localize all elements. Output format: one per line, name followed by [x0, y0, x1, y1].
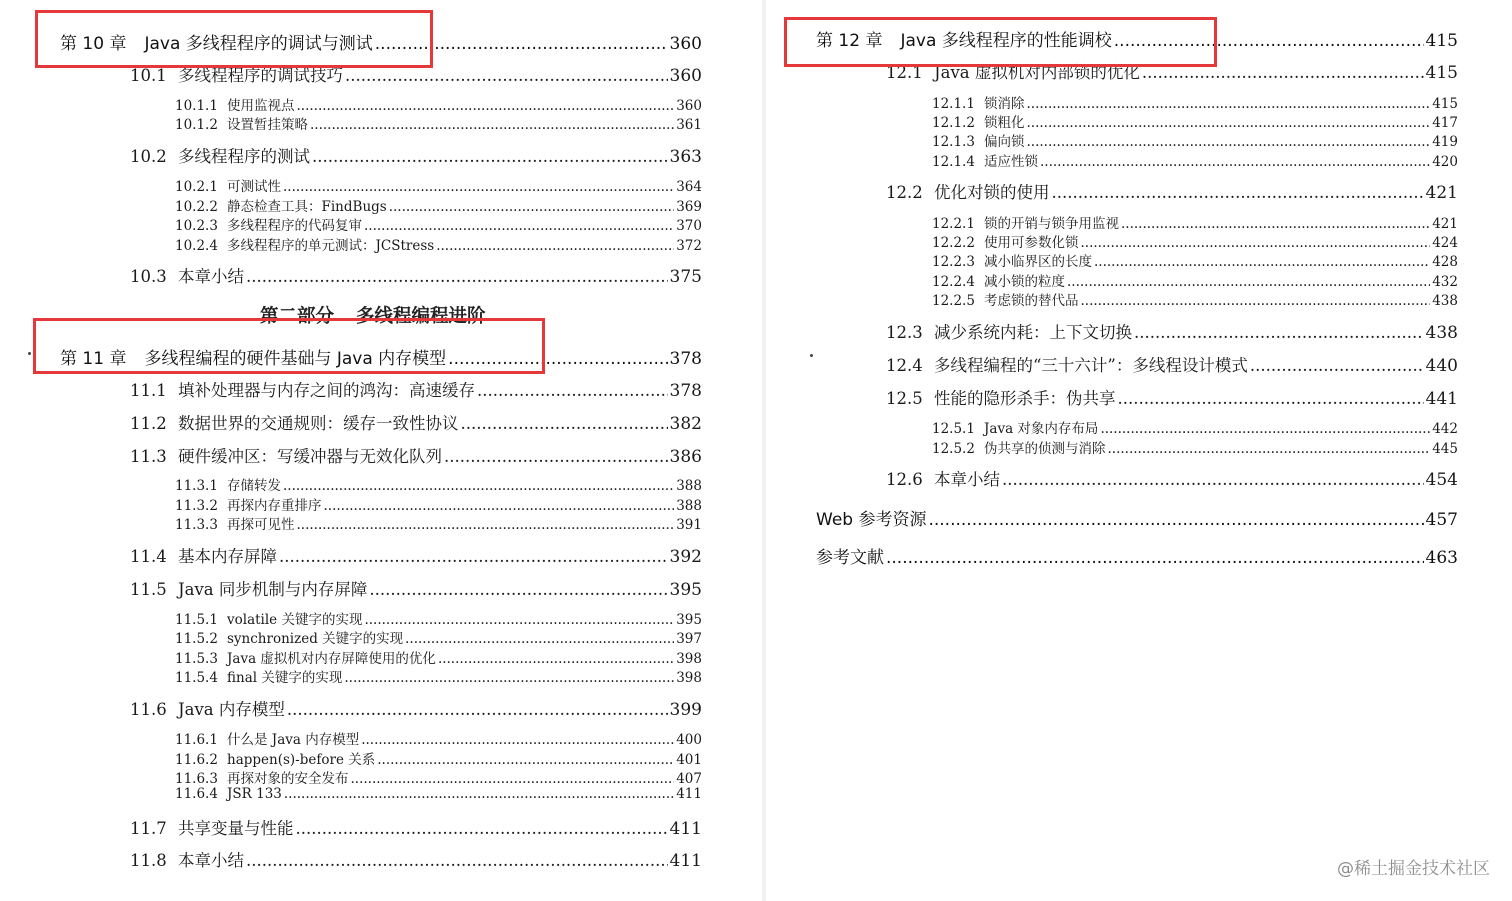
subsection-number: 12.1.2 — [932, 115, 975, 131]
page-number: 401 — [676, 752, 702, 768]
leader-dots — [1134, 323, 1424, 342]
leader-dots — [444, 447, 668, 466]
page-number: 428 — [1432, 254, 1458, 270]
leader-dots — [364, 218, 674, 234]
toc-chapter-12 — [816, 26, 1458, 51]
section-number: 12.4 — [886, 356, 923, 375]
section-title: 本章小结 — [178, 851, 244, 870]
subsection-number: 11.6.3 — [175, 771, 218, 787]
leader-dots — [310, 117, 674, 133]
leader-dots — [1027, 96, 1431, 112]
leader-dots — [324, 498, 675, 514]
section-number: 11.1 — [130, 381, 167, 400]
page-number: 370 — [676, 218, 702, 234]
subsection-number: 10.2.1 — [175, 179, 218, 195]
leader-dots — [448, 349, 667, 369]
section-title: Java 虚拟机对内部锁的优化 — [934, 63, 1140, 82]
page-number: 407 — [676, 771, 702, 787]
leader-dots — [1052, 183, 1424, 202]
toc-subsection — [175, 647, 702, 667]
toc-section — [130, 576, 702, 600]
subsection-number: 12.2.5 — [932, 293, 975, 309]
page-number: 397 — [676, 631, 702, 647]
toc-chapter-11 — [60, 344, 702, 369]
leader-dots — [1081, 293, 1431, 309]
section-number: 12.6 — [886, 470, 923, 489]
toc-section — [130, 696, 702, 720]
toc-section — [886, 385, 1458, 409]
leader-dots — [296, 819, 668, 838]
subsection-title: 锁消除 — [984, 96, 1025, 112]
subsection-number: 10.1.2 — [175, 117, 218, 133]
chapter-number: 第 12 章 — [816, 31, 883, 51]
section-title: 数据世界的交通规则：缓存一致性协议 — [178, 414, 459, 433]
toc-subsection — [175, 608, 702, 628]
leader-dots — [1081, 235, 1431, 251]
toc-subsection — [932, 130, 1458, 150]
page-number: 398 — [676, 651, 702, 667]
toc-section — [130, 815, 702, 839]
subsection-number: 11.5.3 — [175, 651, 218, 667]
subsection-title: 静态检查工具：FindBugs — [227, 199, 387, 215]
leader-dots — [436, 238, 674, 254]
toc-section — [130, 263, 702, 287]
leader-dots — [345, 66, 668, 85]
leader-dots — [1100, 421, 1430, 437]
page-number: 391 — [676, 517, 702, 533]
page-number: 415 — [1432, 96, 1458, 112]
chapter-title: Java 多线程程序的性能调校 — [900, 31, 1112, 51]
toc-subsection — [932, 231, 1458, 251]
chapter-title: 参考文献 — [816, 548, 884, 568]
page-number: 388 — [676, 498, 702, 514]
toc-section — [130, 543, 702, 567]
page-number: 442 — [1432, 421, 1458, 437]
toc-subsection — [175, 513, 702, 533]
leader-dots — [1040, 154, 1430, 170]
page-number: 421 — [1425, 183, 1458, 203]
page-number: 378 — [669, 381, 702, 401]
subsection-number: 12.5.1 — [932, 421, 975, 437]
toc-subsection — [175, 627, 702, 647]
page-number: 419 — [1432, 134, 1458, 150]
toc-subsection — [932, 212, 1458, 232]
scan-speck — [28, 352, 31, 355]
page-number: 420 — [1432, 154, 1458, 170]
page-number: 363 — [669, 147, 702, 167]
leader-dots — [246, 267, 668, 286]
leader-dots — [886, 548, 1424, 568]
section-title: 基本内存屏障 — [178, 547, 277, 566]
page-number: 361 — [676, 117, 702, 133]
toc-subsection — [175, 748, 702, 768]
subsection-title: volatile 关键字的实现 — [227, 612, 363, 628]
section-number: 11.7 — [130, 819, 167, 838]
section-title: 多线程程序的调试技巧 — [178, 66, 343, 85]
toc-section — [886, 352, 1458, 376]
leader-dots — [1108, 441, 1431, 457]
toc-subsection — [932, 250, 1458, 270]
subsection-title: 偏向锁 — [984, 134, 1025, 150]
subsection-number: 12.2.3 — [932, 254, 975, 270]
page-number: 375 — [669, 267, 702, 287]
leader-dots — [375, 34, 668, 54]
toc-section — [886, 179, 1458, 203]
subsection-number: 11.5.2 — [175, 631, 218, 647]
leader-dots — [246, 851, 668, 870]
subsection-number: 12.1.3 — [932, 134, 975, 150]
chapter-number: 第 10 章 — [60, 34, 127, 54]
toc-subsection — [175, 767, 702, 787]
leader-dots — [1027, 134, 1431, 150]
leader-dots — [1067, 274, 1430, 290]
page-number: 395 — [676, 612, 702, 628]
section-number: 11.5 — [130, 580, 167, 599]
leader-dots — [297, 98, 675, 114]
section-number: 11.8 — [130, 851, 167, 870]
subsection-number: 11.6.2 — [175, 752, 218, 768]
page-number: 440 — [1425, 356, 1458, 376]
leader-dots — [1118, 389, 1424, 408]
toc-section — [886, 319, 1458, 343]
toc-subsection — [932, 289, 1458, 309]
subsection-number: 11.3.1 — [175, 478, 218, 494]
leader-dots — [405, 631, 674, 647]
leader-dots — [284, 786, 674, 802]
toc-subsection — [932, 417, 1458, 437]
leader-dots — [1094, 254, 1430, 270]
leader-dots — [1114, 31, 1424, 51]
subsection-number: 12.2.2 — [932, 235, 975, 251]
page-number: 432 — [1432, 274, 1458, 290]
chapter-title: 多线程编程的硬件基础与 Java 内存模型 — [144, 349, 447, 369]
toc-section — [130, 410, 702, 434]
leader-dots — [1142, 63, 1424, 82]
section-number: 11.4 — [130, 547, 167, 566]
subsection-number: 12.1.1 — [932, 96, 975, 112]
subsection-number: 10.2.3 — [175, 218, 218, 234]
subsection-title: happen(s)-before 关系 — [227, 752, 376, 768]
toc-subsection — [175, 494, 702, 514]
leader-dots — [369, 580, 667, 599]
leader-dots — [377, 752, 674, 768]
leader-dots — [297, 517, 675, 533]
subsection-title: JSR 133 — [227, 786, 282, 802]
toc-chapter-10 — [60, 29, 702, 54]
leader-dots — [287, 700, 668, 719]
toc-section — [130, 143, 702, 167]
toc-subsection — [175, 195, 702, 215]
subsection-title: 可测试性 — [227, 179, 281, 195]
chapter-title: Java 多线程程序的调试与测试 — [144, 34, 373, 54]
toc-section — [130, 377, 702, 401]
right-toc-page — [766, 0, 1512, 901]
toc-subsection — [175, 234, 702, 254]
subsection-title: final 关键字的实现 — [227, 670, 343, 686]
section-number: 12.2 — [886, 183, 923, 202]
subsection-number: 12.5.2 — [932, 441, 975, 457]
subsection-title: synchronized 关键字的实现 — [227, 631, 404, 647]
toc-subsection — [932, 437, 1458, 457]
toc-section — [130, 847, 702, 871]
toc-subsection — [175, 214, 702, 234]
section-title: Java 同步机制与内存屏障 — [178, 580, 368, 599]
page-number: 386 — [669, 447, 702, 467]
subsection-number: 10.2.2 — [175, 199, 218, 215]
toc-subsection — [932, 111, 1458, 131]
toc-subsection — [932, 150, 1458, 170]
section-number: 11.6 — [130, 700, 167, 719]
page-number: 398 — [676, 670, 702, 686]
scan-speck — [810, 354, 813, 357]
leader-dots — [1250, 356, 1424, 375]
subsection-title: 锁的开销与锁争用监视 — [984, 216, 1119, 232]
toc-section — [886, 59, 1458, 83]
page-number: 411 — [669, 851, 702, 871]
section-number: 12.3 — [886, 323, 923, 342]
page-number: 415 — [1425, 31, 1458, 51]
page-number: 400 — [676, 732, 702, 748]
leader-dots — [1027, 115, 1431, 131]
toc-section — [886, 466, 1458, 490]
subsection-title: 设置暂挂策略 — [227, 117, 308, 133]
page-number: 369 — [676, 199, 702, 215]
subsection-title: 减小锁的粒度 — [984, 274, 1065, 290]
leader-dots — [928, 510, 1423, 530]
subsection-number: 12.2.1 — [932, 216, 975, 232]
chapter-title: Web 参考资源 — [816, 510, 927, 530]
leader-dots — [351, 771, 675, 787]
subsection-title: 什么是 Java 内存模型 — [227, 732, 360, 748]
section-title: 减少系统内耗：上下文切换 — [934, 323, 1132, 342]
toc-subsection — [175, 666, 702, 686]
subsection-title: 再探可见性 — [227, 517, 295, 533]
page-number: 438 — [1432, 293, 1458, 309]
subsection-title: 适应性锁 — [984, 154, 1038, 170]
part-heading — [260, 302, 486, 328]
page-number: 441 — [1425, 389, 1458, 409]
subsection-title: 使用监视点 — [227, 98, 295, 114]
page-number: 395 — [669, 580, 702, 600]
leader-dots — [312, 147, 668, 166]
page-number: 392 — [669, 547, 702, 567]
subsection-title: 多线程程序的代码复审 — [227, 218, 362, 234]
section-number: 10.2 — [130, 147, 167, 166]
section-title: 性能的隐形杀手：伪共享 — [934, 389, 1116, 408]
section-title: 硬件缓冲区：写缓冲器与无效化队列 — [178, 447, 442, 466]
section-number: 10.3 — [130, 267, 167, 286]
toc-subsection — [932, 92, 1458, 112]
section-number: 11.3 — [130, 447, 167, 466]
part-label: 第二部分 — [260, 306, 335, 327]
subsection-title: 再探对象的安全发布 — [227, 771, 349, 787]
section-title: 多线程程序的测试 — [178, 147, 310, 166]
toc-subsection — [175, 728, 702, 748]
toc-subsection — [175, 175, 702, 195]
subsection-title: 使用可参数化锁 — [984, 235, 1079, 251]
page-number: 372 — [676, 238, 702, 254]
section-title: 本章小结 — [178, 267, 244, 286]
subsection-title: 再探内存重排序 — [227, 498, 322, 514]
subsection-title: 存储转发 — [227, 478, 281, 494]
leader-dots — [283, 179, 674, 195]
page-number: 411 — [669, 819, 702, 839]
leader-dots — [279, 547, 668, 566]
section-title: 共享变量与性能 — [178, 819, 294, 838]
page-number: 360 — [669, 66, 702, 86]
subsection-number: 11.3.3 — [175, 517, 218, 533]
toc-web-resources — [816, 505, 1458, 530]
leader-dots — [364, 612, 674, 628]
part-title: 多线程编程进阶 — [356, 306, 486, 327]
page-number: 411 — [676, 786, 702, 802]
leader-dots — [461, 414, 668, 433]
toc-subsection — [175, 786, 702, 802]
toc-section — [130, 443, 702, 467]
page-number: 454 — [1425, 470, 1458, 490]
subsection-number: 11.5.1 — [175, 612, 218, 628]
page-number: 360 — [669, 34, 702, 54]
subsection-title: 伪共享的侦测与消除 — [984, 441, 1106, 457]
subsection-title: Java 虚拟机对内存屏障使用的优化 — [227, 651, 436, 667]
page-number: 378 — [669, 349, 702, 369]
page-number: 421 — [1432, 216, 1458, 232]
chapter-number: 第 11 章 — [60, 349, 127, 369]
toc-subsection — [175, 94, 702, 114]
subsection-title: 考虑锁的替代品 — [984, 293, 1079, 309]
watermark: @稀土掘金技术社区 — [1337, 859, 1490, 879]
page-number: 463 — [1425, 548, 1458, 568]
subsection-number: 11.6.1 — [175, 732, 218, 748]
leader-dots — [344, 670, 674, 686]
subsection-number: 12.1.4 — [932, 154, 975, 170]
page-number: 457 — [1425, 510, 1458, 530]
page-number: 424 — [1432, 235, 1458, 251]
subsection-number: 11.6.4 — [175, 786, 218, 802]
section-title: 多线程编程的“三十六计”：多线程设计模式 — [934, 356, 1248, 375]
subsection-number: 12.2.4 — [932, 274, 975, 290]
section-title: 填补处理器与内存之间的鸿沟：高速缓存 — [178, 381, 475, 400]
section-title: 优化对锁的使用 — [934, 183, 1050, 202]
leader-dots — [477, 381, 668, 400]
page-number: 417 — [1432, 115, 1458, 131]
page-number: 399 — [669, 700, 702, 720]
page-number: 445 — [1432, 441, 1458, 457]
section-title: Java 内存模型 — [178, 700, 285, 719]
page-number: 360 — [676, 98, 702, 114]
leader-dots — [1121, 216, 1430, 232]
leader-dots — [361, 732, 674, 748]
subsection-title: 减小临界区的长度 — [984, 254, 1092, 270]
page-number: 364 — [676, 179, 702, 195]
leader-dots — [438, 651, 674, 667]
section-number: 12.1 — [886, 63, 923, 82]
page-number: 388 — [676, 478, 702, 494]
toc-subsection — [932, 270, 1458, 290]
subsection-number: 10.1.1 — [175, 98, 218, 114]
page-number: 382 — [669, 414, 702, 434]
subsection-title: 多线程程序的单元测试：JCStress — [227, 238, 435, 254]
toc-subsection — [175, 113, 702, 133]
subsection-title: 锁粗化 — [984, 115, 1025, 131]
toc-subsection — [175, 474, 702, 494]
leader-dots — [1002, 470, 1424, 489]
section-number: 11.2 — [130, 414, 167, 433]
subsection-number: 10.2.4 — [175, 238, 218, 254]
section-title: 本章小结 — [934, 470, 1000, 489]
toc-references — [816, 543, 1458, 568]
section-number: 12.5 — [886, 389, 923, 408]
page-number: 438 — [1425, 323, 1458, 343]
leader-dots — [283, 478, 674, 494]
subsection-number: 11.3.2 — [175, 498, 218, 514]
section-number: 10.1 — [130, 66, 167, 85]
subsection-number: 11.5.4 — [175, 670, 218, 686]
toc-section — [130, 62, 702, 86]
page-number: 415 — [1425, 63, 1458, 83]
subsection-title: Java 对象内存布局 — [984, 421, 1099, 437]
leader-dots — [389, 199, 675, 215]
